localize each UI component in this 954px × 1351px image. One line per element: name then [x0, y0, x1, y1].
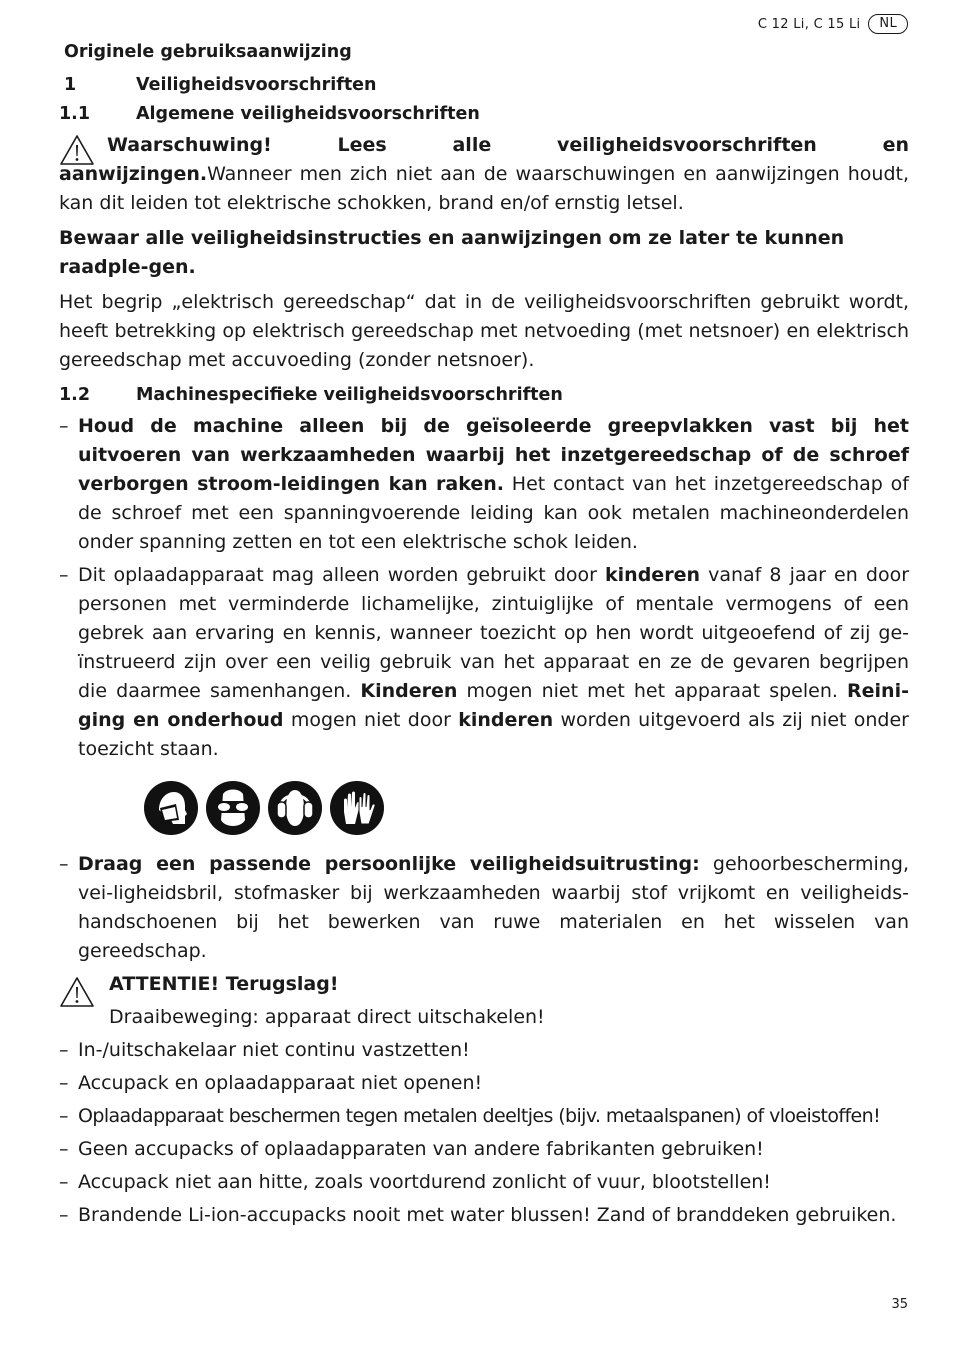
- list-item: [59, 1201, 909, 1230]
- list-item-text: Accupack niet aan hitte, zoals voortdurend zonlicht of vuur, blootstellen!: [78, 1171, 771, 1193]
- list-dash: –: [59, 853, 69, 875]
- list-dash: –: [59, 1138, 69, 1160]
- list-item: [59, 1069, 909, 1098]
- model-label: C 12 Li, C 15 Li: [757, 16, 861, 32]
- page-content: [59, 40, 909, 1230]
- general-warning: [59, 131, 909, 218]
- list-item-text: Accupack en oplaadapparaat niet openen!: [78, 1072, 483, 1094]
- list-item: – Dit oplaadapparaat mag alleen worden gebruikt door kinderen vanaf 8 jaar en door personen met verminderde lichamelijke, zintuiglijke of mentale vermogens of een gebrek aan ervaring en kennis, wanneer toezicht op hen wordt uitgeoefend of zij ge-ïnstrueerd zijn over een veilig gebruik van het apparaat en ze de gevaren begrijpen die daarmee samenhangen. Kinderen mogen niet met het apparaat spelen. Reini-ging en onderhoud mogen niet door kinderen worden uitgevoerd als zij niet onder toezicht staan.: [59, 561, 909, 764]
- list-item-text: Brandende Li-ion-accupacks nooit met water blussen! Zand of branddeken gebruiken.: [78, 1204, 897, 1226]
- list-dash: –: [59, 564, 69, 586]
- section-number: 1.1: [59, 104, 91, 124]
- kickback-title: ATTENTIE! Terugslag!: [109, 973, 339, 995]
- kickback-text: Draaibeweging: apparaat direct uitschakelen!: [109, 1006, 545, 1028]
- warning-triangle-icon: [59, 976, 95, 1008]
- list-item-text: Oplaadapparaat beschermen tegen metalen deeltjes (bijv. metaalspanen) of vloeistoffen!: [78, 1105, 881, 1127]
- page-number: 35: [891, 1297, 908, 1312]
- section-number: 1: [64, 75, 77, 95]
- list-item: – Draag een passende persoonlijke veiligheidsuitrusting: gehoorbescherming, vei-ligheidsbril, stofmasker bij werkzaamheden waarbij stof vrijkomt en veiligheids-handschoenen bij het bewerken van ruwe materialen en het wisselen van gereedschap.: [59, 850, 909, 966]
- list-dash: –: [59, 415, 69, 437]
- section-title: Machinespecifieke veiligheidsvoorschriften: [136, 385, 563, 405]
- warning-triangle-icon: [59, 134, 95, 166]
- section-heading-1-2: [59, 383, 909, 407]
- section-title: Algemene veiligheidsvoorschriften: [136, 104, 480, 124]
- list-dash: –: [59, 1072, 69, 1094]
- section-title: Veiligheidsvoorschriften: [136, 75, 377, 95]
- section-heading-1: [59, 73, 909, 97]
- gloves-icon: [329, 780, 385, 836]
- warning-title: Waarschuwing! Lees alle veiligheidsvoorschriften en aanwijzingen.: [59, 134, 909, 185]
- section-heading-1-1: [59, 102, 909, 126]
- list-dash: –: [59, 1039, 69, 1061]
- list-item: [59, 1102, 909, 1131]
- list-item: – Houd de machine alleen bij de geïsoleerde greepvlakken vast bij het uitvoeren van werkzaamheden waarbij het inzetgereedschap of de schroef verborgen stroom-leidingen kan raken. Het contact van het inzetgereedschap of de schroef met een spanningvoerende leiding kan ook metalen machineonderdelen onder spanning zetten en tot een elektrische schok leiden.: [59, 412, 909, 557]
- safety-list: [59, 1036, 909, 1230]
- warning-text: Wanneer men zich niet aan de waarschuwingen en aanwijzingen houdt, kan dit leiden tot elektrische schokken, brand en/of ernstig letsel.: [59, 163, 909, 214]
- list-item-text: Geen accupacks of oplaadapparaten van andere fabrikanten gebruiken!: [78, 1138, 764, 1160]
- list-dash: –: [59, 1171, 69, 1193]
- list-item: [59, 1036, 909, 1065]
- ear-protection-icon: [267, 780, 323, 836]
- list-item-text: In-/uitschakelaar niet continu vastzetten!: [78, 1039, 470, 1061]
- dust-mask-icon: [143, 780, 199, 836]
- kickback-warning: [59, 970, 909, 1032]
- list-item: [59, 1168, 909, 1197]
- list-item: [59, 1135, 909, 1164]
- term-definition: Het begrip „elektrisch gereedschap“ dat in de veiligheidsvoorschriften gebruikt wordt, heeft betrekking op elektrisch gereedschap met netvoeding (met netsnoer) en elektrisch gereedschap met accuvoeding (zonder netsnoer).: [59, 291, 909, 371]
- page-header: [758, 14, 908, 34]
- language-badge: NL: [868, 14, 908, 34]
- list-dash: –: [59, 1204, 69, 1226]
- safety-goggles-icon: [205, 780, 261, 836]
- document-title: Originele gebruiksaanwijzing: [64, 42, 352, 62]
- keep-instructions-notice: Bewaar alle veiligheidsinstructies en aanwijzingen om ze later te kunnen raadple-gen.: [59, 227, 845, 278]
- list-dash: –: [59, 1105, 69, 1127]
- section-number: 1.2: [59, 385, 91, 405]
- ppe-icons: [143, 780, 909, 836]
